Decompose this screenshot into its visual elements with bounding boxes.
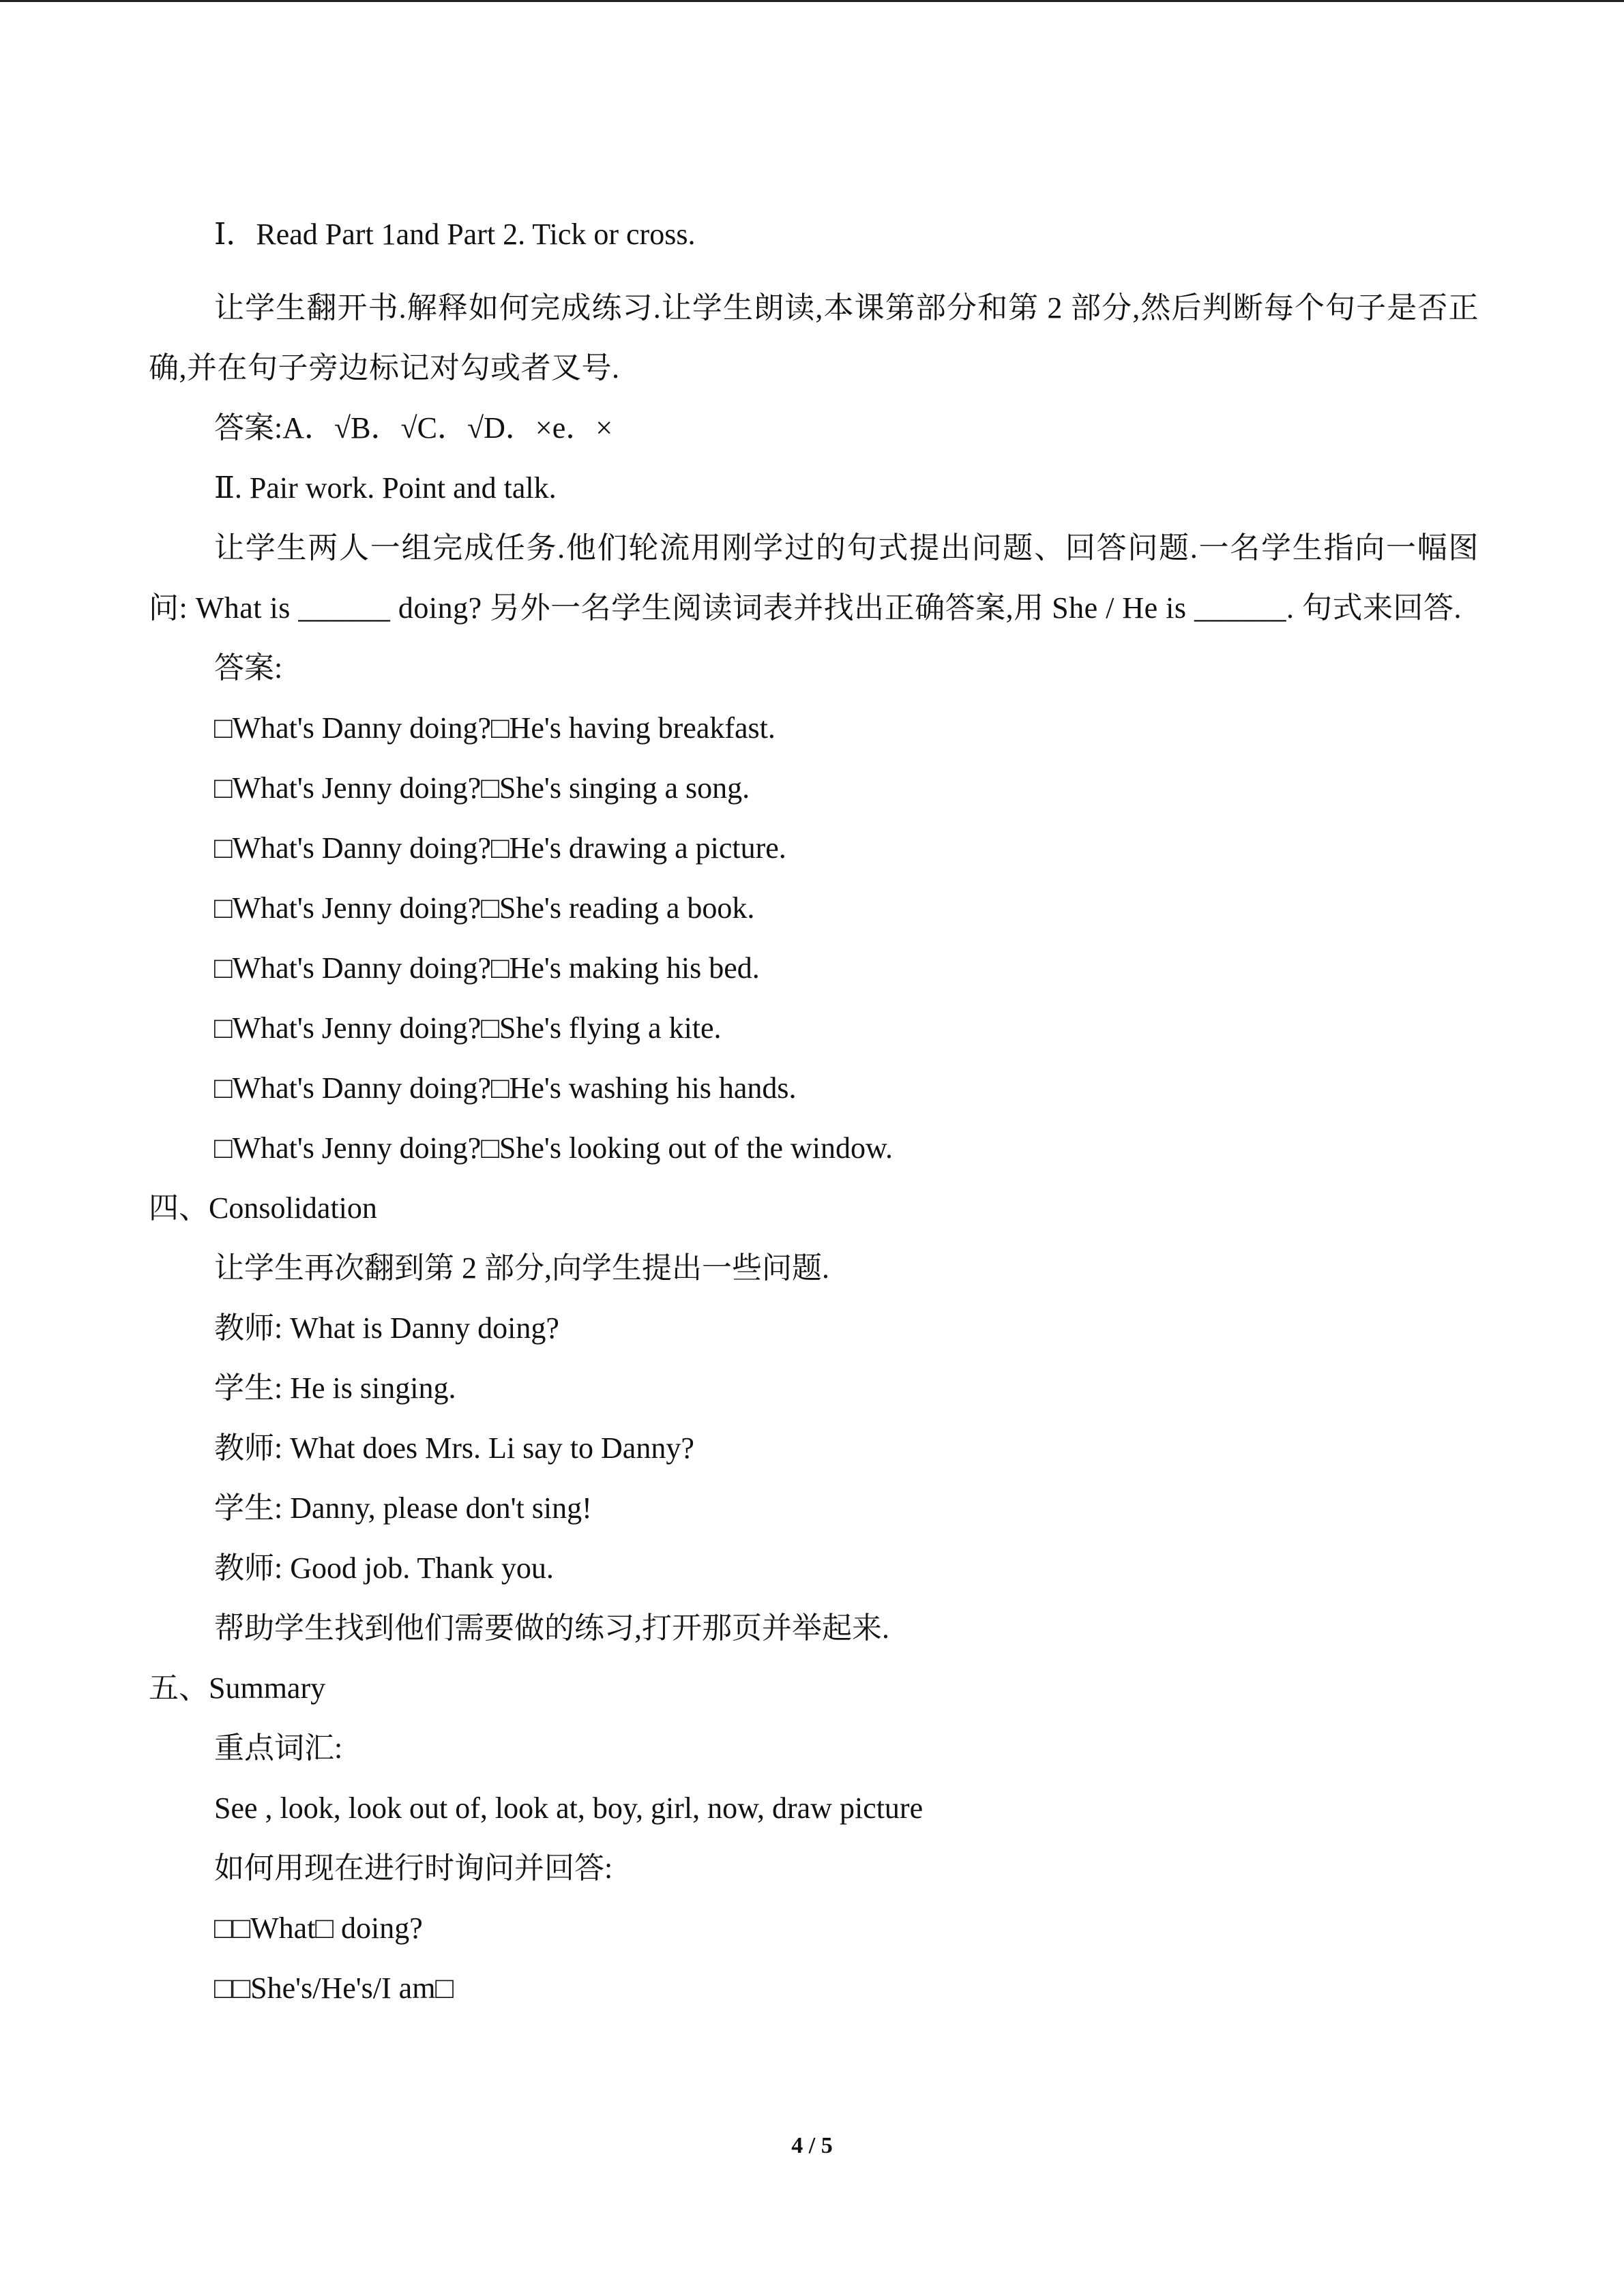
document-page — [149, 205, 1479, 2018]
top-border-line — [0, 0, 1624, 2]
answer-line: □What's Danny doing?□He's washing his hands. — [214, 1071, 797, 1105]
answer-line: □What's Jenny doing?□She's flying a kite. — [214, 1011, 722, 1045]
section-ii-answer-label: 答案: — [214, 651, 283, 685]
answer-line: □What's Danny doing?□He's having breakfast. — [214, 711, 776, 745]
answer-line: □What's Jenny doing?□She's reading a book. — [214, 891, 755, 925]
page-number: 4 / 5 — [791, 2133, 833, 2158]
dialogue-line: 学生: He is singing. — [214, 1371, 456, 1405]
section-i-heading: Ⅰ．Read Part 1and Part 2. Tick or cross. — [214, 218, 696, 251]
consolidation-line: 帮助学生找到他们需要做的练习,打开那页并举起来. — [214, 1611, 889, 1645]
pattern-line: □□She's/He's/I am□ — [214, 1971, 454, 2005]
summary-heading: 五、Summary — [149, 1671, 326, 1705]
section-i-instruction: 让学生翻开书.解释如何完成练习.让学生朗读,本课第部分和第 2 部分,然后判断每个句子是否正确,并在句子旁边标记对勾或者叉号. — [149, 291, 1479, 385]
summary-line: 如何用现在进行时询问并回答: — [214, 1851, 613, 1885]
dialogue-line: 教师: What does Mrs. Li say to Danny? — [214, 1431, 694, 1465]
section-ii-heading: Ⅱ. Pair work. Point and talk. — [214, 471, 557, 505]
consolidation-body — [149, 1238, 1479, 1658]
consolidation-line: 让学生再次翻到第 2 部分,向学生提出一些问题. — [214, 1251, 829, 1285]
section-i-answer: 答案:A．√B．√C．√D．×e．× — [214, 411, 613, 445]
summary-line: 重点词汇: — [214, 1731, 343, 1765]
answer-line: □What's Jenny doing?□She's singing a song. — [214, 771, 750, 805]
section-ii-answer-list — [149, 698, 1479, 1178]
consolidation-heading: 四、Consolidation — [149, 1191, 377, 1225]
answer-line: □What's Jenny doing?□She's looking out of the window. — [214, 1131, 893, 1165]
summary-body — [149, 1718, 1479, 2018]
dialogue-line: 教师: What is Danny doing? — [214, 1311, 559, 1345]
section-ii-instruction: 让学生两人一组完成任务.他们轮流用刚学过的句式提出问题、回答问题.一名学生指向一幅图问: What is ______ doing? 另外一名学生阅读词表并找出正确答案,用 She / He is ______. 句式来回答. — [149, 531, 1479, 625]
answer-line: □What's Danny doing?□He's drawing a picture. — [214, 831, 786, 865]
dialogue-line: 学生: Danny, please don't sing! — [214, 1491, 592, 1525]
pattern-line: □□What□ doing? — [214, 1911, 423, 1945]
vocabulary-line: See , look, look out of, look at, boy, girl, now, draw picture — [214, 1791, 924, 1825]
answer-line: □What's Danny doing?□He's making his bed. — [214, 951, 760, 985]
dialogue-line: 教师: Good job. Thank you. — [214, 1551, 554, 1585]
